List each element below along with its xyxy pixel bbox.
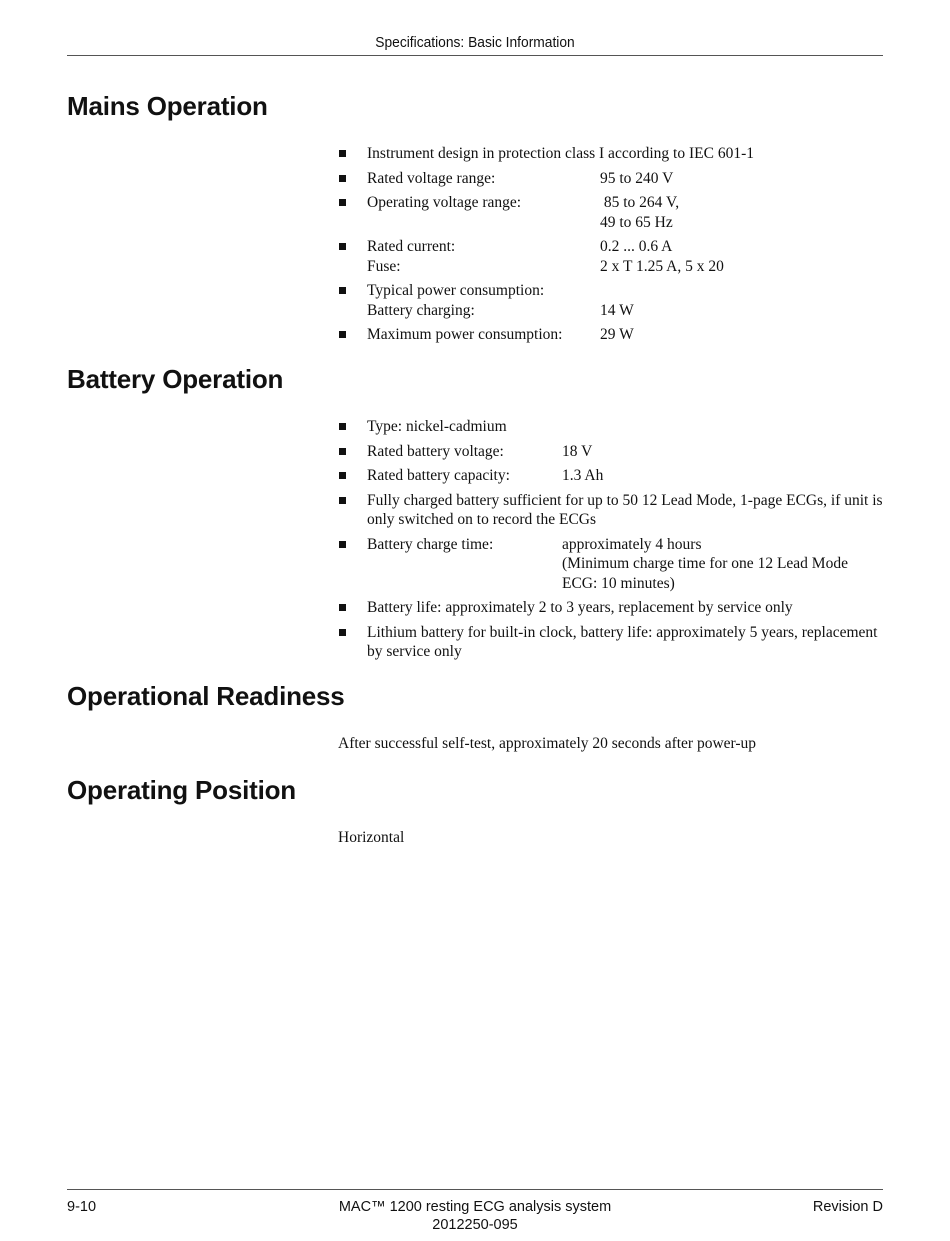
spec-text: Fully charged battery sufficient for up to 50 12 Lead Mode, 1-page ECGs, if unit is only switched on to record the ECGs bbox=[367, 491, 883, 528]
section-heading-position: Operating Position bbox=[67, 775, 296, 805]
spec-value: 29 W bbox=[600, 326, 634, 343]
section-heading-readiness: Operational Readiness bbox=[67, 681, 345, 711]
list-item bbox=[338, 144, 883, 164]
page-number: 9-10 bbox=[67, 1199, 97, 1215]
spec-label: Maximum power consumption: bbox=[367, 326, 563, 343]
bullet-icon bbox=[339, 423, 346, 430]
list-item bbox=[338, 237, 883, 276]
bullet-icon bbox=[339, 243, 346, 250]
bullet-icon bbox=[339, 629, 346, 636]
mains-spec-list bbox=[338, 144, 883, 350]
spec-label: Rated current: bbox=[367, 238, 456, 255]
spec-value: 18 V bbox=[562, 442, 593, 460]
bullet-icon bbox=[339, 150, 346, 157]
section-heading-mains: Mains Operation bbox=[67, 91, 268, 121]
spec-value: 95 to 240 V bbox=[600, 169, 674, 187]
position-text: Horizontal bbox=[338, 829, 405, 846]
spec-label: Rated battery voltage: bbox=[367, 442, 504, 460]
spec-value: approximately 4 hours bbox=[562, 535, 702, 553]
bullet-icon bbox=[339, 472, 346, 479]
list-item bbox=[338, 169, 883, 189]
footer-rule bbox=[67, 1189, 883, 1190]
list-item bbox=[338, 325, 883, 345]
list-item bbox=[338, 281, 883, 320]
running-head: Specifications: Basic Information bbox=[375, 34, 575, 51]
spec-value: (Minimum charge time for one 12 Lead Mode ECG: 10 minutes) bbox=[562, 555, 848, 592]
bullet-icon bbox=[339, 199, 346, 206]
spec-value: 49 to 65 Hz bbox=[600, 213, 673, 231]
spec-text: Lithium battery for built-in clock, battery life: approximately 5 years, replacement by service only bbox=[367, 623, 878, 660]
bullet-icon bbox=[339, 541, 346, 548]
product-line-2: 2012250-095 bbox=[432, 1217, 518, 1233]
spec-value: 0.2 ... 0.6 A bbox=[600, 238, 673, 255]
spec-text: Battery life: approximately 2 to 3 years, replacement by service only bbox=[367, 599, 793, 616]
list-item bbox=[338, 598, 883, 618]
spec-value: 85 to 264 V, bbox=[600, 194, 680, 211]
spec-value: 1.3 Ah bbox=[562, 467, 604, 484]
list-item bbox=[338, 193, 883, 232]
spec-label: Battery charging: bbox=[367, 301, 475, 319]
spec-label: Fuse: bbox=[367, 257, 401, 275]
bullet-icon bbox=[339, 175, 346, 182]
list-item bbox=[338, 466, 883, 486]
bullet-icon bbox=[339, 331, 346, 338]
section-heading-battery: Battery Operation bbox=[67, 364, 284, 394]
list-item bbox=[338, 442, 883, 462]
spec-text: Type: nickel-cadmium bbox=[367, 418, 507, 435]
readiness-text: After successful self-test, approximately 20 seconds after power-up bbox=[338, 735, 757, 752]
bullet-icon bbox=[339, 448, 346, 455]
list-item bbox=[338, 417, 883, 437]
header-rule bbox=[67, 55, 883, 56]
bullet-icon bbox=[339, 497, 346, 504]
product-line-1: MAC™ 1200 resting ECG analysis system bbox=[338, 1199, 612, 1215]
list-item bbox=[338, 623, 883, 662]
battery-spec-list bbox=[338, 417, 883, 667]
spec-label: Battery charge time: bbox=[367, 535, 494, 553]
bullet-icon bbox=[339, 287, 346, 294]
spec-label: Rated battery capacity: bbox=[367, 467, 510, 484]
spec-label: Rated voltage range: bbox=[367, 169, 496, 187]
bullet-icon bbox=[339, 604, 346, 611]
list-item bbox=[338, 491, 883, 530]
spec-value: 2 x T 1.25 A, 5 x 20 bbox=[600, 257, 724, 275]
spec-value: 14 W bbox=[600, 301, 634, 319]
product-title bbox=[0, 1198, 950, 1234]
spec-label: Typical power consumption: bbox=[367, 282, 545, 299]
list-item bbox=[338, 535, 883, 594]
revision-label: Revision D bbox=[812, 1199, 883, 1215]
spec-text: Instrument design in protection class I according to IEC 601-1 bbox=[367, 145, 754, 162]
spec-label: Operating voltage range: bbox=[367, 194, 522, 211]
